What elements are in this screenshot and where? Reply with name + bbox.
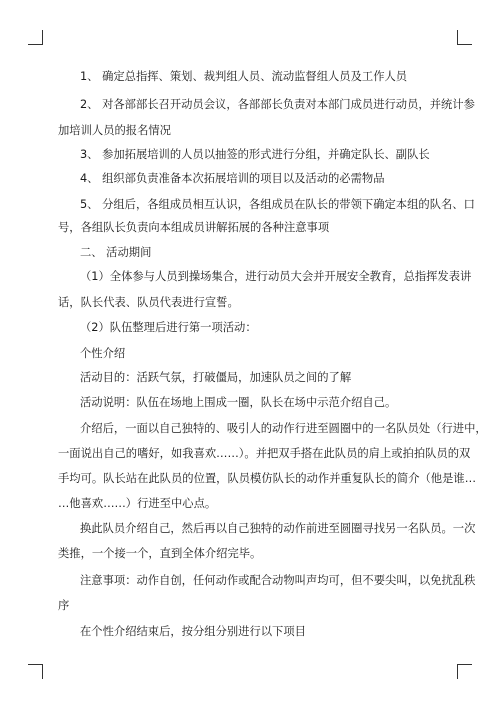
- paragraph-2: （2）队伍整理后进行第一项活动：: [80, 321, 257, 334]
- crop-mark-top-left: [28, 30, 43, 45]
- paragraph-5: 在个性介绍结束后，按分组分别进行以下项目: [80, 625, 306, 638]
- crop-mark-bottom-right: [457, 664, 472, 679]
- notes-paragraph-continued: 序: [58, 599, 70, 612]
- activity-purpose: 活动目的：活跃气氛，打破僵局，加速队员之间的了解: [80, 371, 352, 384]
- paragraph-3: 介绍后，一面以自己独特的、吸引人的动作行进至圆圈中的一名队员处（行进中，: [80, 422, 487, 435]
- paragraph-1-continued: 话，队长代表、队员代表进行宣誓。: [58, 296, 239, 309]
- activity-title: 个性介绍: [80, 347, 126, 360]
- list-item-4: 4、 组织部负责准备本次拓展培训的项目以及活动的必需物品: [80, 172, 385, 185]
- list-item-5: 5、 分组后，各组成员相互认识，各组成员在队长的带领下确定本组的队名、口: [80, 198, 475, 211]
- list-item-2-continued: 加培训人员的报名情况: [58, 124, 171, 137]
- list-item-2: 2、 对各部部长召开动员会议，各部部长负责对本部门成员进行动员，并统计参: [80, 98, 475, 111]
- paragraph-4: 换此队员介绍自己，然后再以自己独特的动作前进至圆圈寻找另一名队员。一次: [80, 522, 476, 535]
- paragraph-3-line-3: 手均可。队长站在此队员的位置，队员模仿队长的动作并重复队长的简介（他是谁…: [58, 472, 476, 485]
- notes-paragraph: 注意事项：动作自创，任何动作或配合动物叫声均可，但不要尖叫，以免扰乱秩: [80, 574, 476, 587]
- paragraph-3-line-2: 一面说出自己的嗜好，如我喜欢……）。并把双手搭在此队员的肩上或拍拍队员的双: [58, 447, 471, 460]
- crop-mark-bottom-left: [28, 664, 43, 679]
- crop-mark-top-right: [457, 30, 472, 45]
- paragraph-1: （1）全体参与人员到操场集合，进行动员大会并开展安全教育，总指挥发表讲: [80, 270, 472, 283]
- activity-description: 活动说明：队伍在场地上围成一圈，队长在场中示范介绍自己。: [80, 396, 397, 409]
- paragraph-3-line-4: …他喜欢……）行进至中心点。: [58, 497, 217, 510]
- list-item-1: 1、 确定总指挥、策划、裁判组人员、流动监督组人员及工作人员: [80, 70, 408, 83]
- paragraph-4-continued: 类推，一个接一个，直到全体介绍完毕。: [58, 547, 262, 560]
- list-item-5-continued: 号，各组队长负责向本组成员讲解拓展的各种注意事项: [58, 221, 330, 234]
- section-heading: 二、 活动期间: [80, 246, 152, 259]
- list-item-3: 3、 参加拓展培训的人员以抽签的形式进行分组，并确定队长、副队长: [80, 148, 430, 161]
